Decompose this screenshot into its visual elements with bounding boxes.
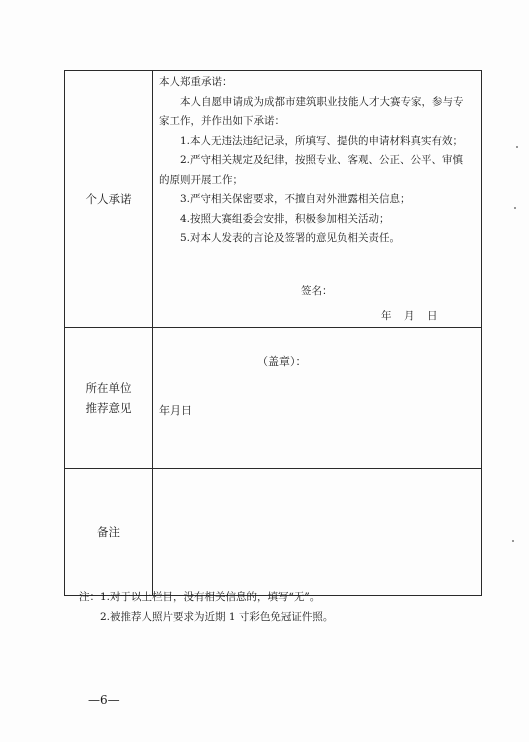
pledge-paragraph: 本人自愿申请成为成都市建筑职业技能人才大赛专家，参与专家工作，并作出如下承诺： <box>159 95 464 127</box>
pledge-item-4: 4.按照大赛组委会安排，积极参加相关活动； <box>180 212 390 225</box>
scan-mark <box>512 540 514 542</box>
pledge-row <box>65 71 482 328</box>
unit-label-line2: 推荐意见 <box>85 400 132 415</box>
scan-mark <box>516 146 518 148</box>
note-line-1: 注：1.对于以上栏目，没有相关信息的，填写“无”。 <box>79 591 321 603</box>
unit-content-cell <box>153 327 482 468</box>
notes-block <box>79 587 333 627</box>
application-form-table <box>64 70 482 596</box>
pledge-item-3: 3.严守相关保密要求，不擅自对外泄露相关信息； <box>180 193 411 205</box>
scan-mark <box>514 207 516 209</box>
remarks-row <box>65 468 482 595</box>
pledge-label: 个人承诺 <box>85 191 132 206</box>
pledge-label-cell <box>65 71 153 328</box>
remarks-label: 备注 <box>97 524 120 539</box>
pledge-date-label: 年 月 日 <box>381 310 439 322</box>
unit-recommendation-row <box>65 327 482 468</box>
unit-date-label: 年月日 <box>159 403 192 417</box>
remarks-content-cell <box>153 468 482 595</box>
signature-label: 签名： <box>301 284 333 297</box>
page-number: —6— <box>88 693 120 707</box>
unit-content <box>153 328 481 468</box>
pledge-content-cell <box>153 71 482 328</box>
stamp-label: （盖章）： <box>257 354 307 368</box>
pledge-text-block <box>153 71 481 327</box>
pledge-item-1: 1.本人无违法违纪记录，所填写、提供的申请材料真实有效； <box>180 134 464 147</box>
unit-label-cell <box>65 327 153 468</box>
pledge-intro: 本人郑重承诺： <box>159 76 233 88</box>
pledge-item-2: 2.严守相关规定及纪律，按照专业、客观、公正、公平、审慎的原则开展工作； <box>159 154 464 186</box>
pledge-item-5: 5.对本人发表的言论及签署的意见负相关责任。 <box>180 232 401 244</box>
unit-label-line1: 所在单位 <box>85 380 132 395</box>
remarks-label-cell <box>65 468 153 595</box>
note-line-2: 2.被推荐人照片要求为近期 1 寸彩色免冠证件照。 <box>100 611 334 623</box>
